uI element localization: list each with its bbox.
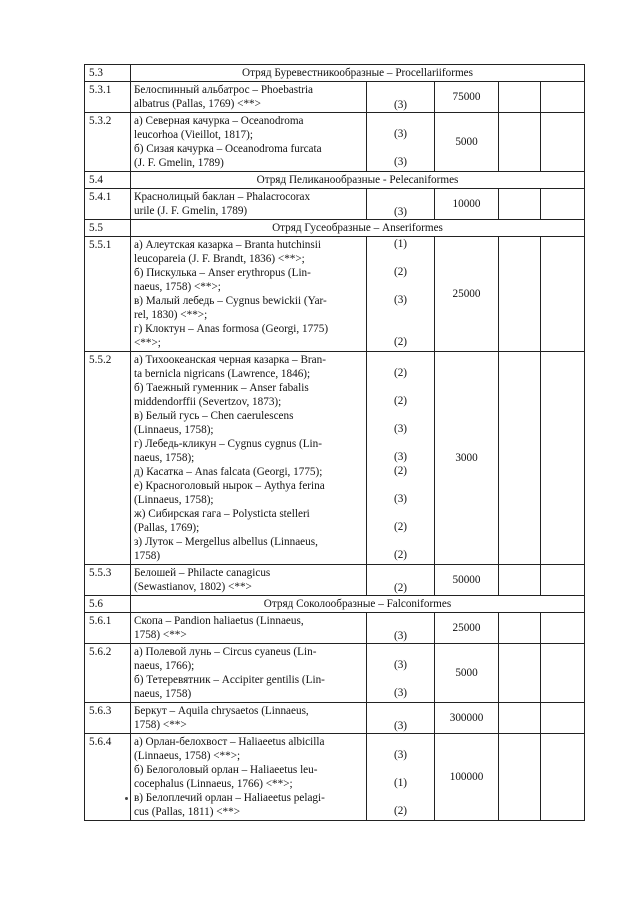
empty-cell bbox=[499, 565, 541, 596]
species-names bbox=[131, 189, 367, 220]
category-value: (3) bbox=[393, 493, 408, 505]
category-spacer bbox=[370, 790, 431, 804]
species-name-line: middendorffii (Severtzov, 1873); bbox=[134, 396, 282, 408]
species-name-line: 1758) bbox=[134, 550, 161, 562]
species-name-line: б) Белоголовый орлан – Haliaeetus leu- bbox=[134, 764, 318, 776]
category-value: (3) bbox=[393, 451, 408, 463]
order-title: Отряд Соколообразные – Falconiformes bbox=[131, 596, 585, 613]
species-table-body bbox=[85, 65, 585, 821]
species-name-line: rel, 1830) <**>; bbox=[134, 309, 208, 321]
species-names bbox=[131, 734, 367, 821]
category-value: (3) bbox=[393, 687, 408, 699]
category-value: (2) bbox=[393, 395, 408, 407]
species-name-line: Скопа – Pandion haliaetus (Linnaeus, bbox=[134, 615, 304, 627]
species-names bbox=[131, 644, 367, 703]
species-row bbox=[85, 82, 585, 113]
category-value: (3) bbox=[393, 749, 408, 761]
row-number: 5.6.2 bbox=[85, 644, 131, 703]
species-name-line: в) Малый лебедь – Cygnus bewickii (Yar- bbox=[134, 295, 327, 307]
category-cell bbox=[367, 734, 435, 821]
species-name-line: Белоспинный альбатрос – Phoebastria bbox=[134, 84, 314, 96]
species-name-line: в) Белоплечий орлан – Haliaeetus pelagi- bbox=[134, 792, 325, 804]
row-number: 5.3.1 bbox=[85, 82, 131, 113]
species-name-line: albatrus (Pallas, 1769) <**> bbox=[134, 98, 261, 110]
species-row bbox=[85, 237, 585, 352]
category-spacer bbox=[370, 534, 431, 548]
category-cell: (3) bbox=[367, 82, 435, 113]
species-table bbox=[84, 64, 585, 821]
species-names bbox=[131, 613, 367, 644]
row-number: 5.3 bbox=[85, 65, 131, 82]
species-name-line: naeus, 1766); bbox=[134, 660, 195, 672]
damage-amount: 10000 bbox=[435, 189, 499, 220]
species-row bbox=[85, 644, 585, 703]
row-number: 5.5 bbox=[85, 220, 131, 237]
document-page bbox=[84, 64, 584, 821]
category-cell bbox=[367, 113, 435, 172]
order-title: Отряд Пеликанообразные - Pelecaniformes bbox=[131, 172, 585, 189]
empty-cell bbox=[499, 82, 541, 113]
damage-amount: 5000 bbox=[435, 113, 499, 172]
empty-cell bbox=[499, 189, 541, 220]
species-name-line: в) Белый гусь – Chen caerulescens bbox=[134, 410, 294, 422]
order-header-row bbox=[85, 65, 585, 82]
species-name-line: б) Тетеревятник – Accipiter gentilis (Lin- bbox=[134, 674, 325, 686]
order-title: Отряд Буревестникообразные – Procellariiformes bbox=[131, 65, 585, 82]
category-spacer bbox=[370, 380, 431, 394]
empty-cell bbox=[541, 565, 585, 596]
species-name-line: б) Таежный гуменник – Anser fabalis bbox=[134, 382, 309, 394]
category-value: (3) bbox=[393, 659, 408, 671]
empty-cell bbox=[541, 613, 585, 644]
category-spacer bbox=[370, 251, 431, 265]
category-value: (2) bbox=[393, 367, 408, 379]
damage-amount: 25000 bbox=[435, 613, 499, 644]
damage-amount: 3000 bbox=[435, 352, 499, 565]
species-name-line: а) Орлан-белохвост – Haliaeetus albicilla bbox=[134, 736, 325, 748]
category-spacer bbox=[370, 113, 431, 127]
category-value: (3) bbox=[393, 128, 408, 140]
species-name-line: 1758) <**> bbox=[134, 629, 187, 641]
species-name-line: <**>; bbox=[134, 337, 161, 349]
category-spacer bbox=[370, 436, 431, 450]
species-row bbox=[85, 352, 585, 565]
species-name-line: (Linnaeus, 1758); bbox=[134, 424, 214, 436]
damage-amount: 300000 bbox=[435, 703, 499, 734]
species-name-line: (Linnaeus, 1758) <**>; bbox=[134, 750, 241, 762]
row-number: 5.6 bbox=[85, 596, 131, 613]
species-name-line: б) Пискулька – Anser erythropus (Lin- bbox=[134, 267, 311, 279]
empty-cell bbox=[499, 113, 541, 172]
species-names bbox=[131, 352, 367, 565]
category-value: (3) bbox=[393, 156, 408, 168]
species-name-line: г) Клоктун – Anas formosa (Georgi, 1775) bbox=[134, 323, 329, 335]
row-number: 5.6.3 bbox=[85, 703, 131, 734]
row-number: 5.6.1 bbox=[85, 613, 131, 644]
category-value: (3) bbox=[393, 294, 408, 306]
empty-cell bbox=[541, 237, 585, 352]
damage-amount: 5000 bbox=[435, 644, 499, 703]
empty-cell bbox=[541, 352, 585, 565]
species-name-line: б) Сизая качурка – Oceanodroma furcata bbox=[134, 143, 322, 155]
damage-amount: 75000 bbox=[435, 82, 499, 113]
damage-amount: 100000 bbox=[435, 734, 499, 821]
category-cell: (3) bbox=[367, 703, 435, 734]
species-name-line: а) Алеутская казарка – Branta hutchinsii bbox=[134, 239, 321, 251]
damage-amount: 50000 bbox=[435, 565, 499, 596]
empty-cell bbox=[499, 703, 541, 734]
species-name-line: (J. F. Gmelin, 1789) bbox=[134, 157, 224, 169]
species-names bbox=[131, 113, 367, 172]
empty-cell bbox=[541, 113, 585, 172]
species-name-line: naeus, 1758) bbox=[134, 688, 192, 700]
species-name-line: г) Лебедь-кликун – Cygnus cygnus (Lin- bbox=[134, 438, 322, 450]
species-name-line: leucorhoa (Vieillot, 1817); bbox=[134, 129, 253, 141]
empty-cell bbox=[541, 703, 585, 734]
category-spacer bbox=[370, 321, 431, 335]
category-spacer bbox=[370, 307, 431, 321]
category-value: (2) bbox=[393, 465, 408, 477]
empty-cell bbox=[499, 734, 541, 821]
empty-cell bbox=[499, 352, 541, 565]
damage-amount: 25000 bbox=[435, 237, 499, 352]
species-row bbox=[85, 734, 585, 821]
species-names bbox=[131, 237, 367, 352]
category-spacer bbox=[370, 644, 431, 658]
species-row bbox=[85, 113, 585, 172]
category-cell: (3) bbox=[367, 189, 435, 220]
empty-cell bbox=[499, 237, 541, 352]
species-name-line: е) Красноголовый нырок – Aythya ferina bbox=[134, 480, 325, 492]
species-row bbox=[85, 703, 585, 734]
category-cell: (2) bbox=[367, 565, 435, 596]
category-spacer bbox=[370, 352, 431, 366]
row-number: 5.5.1 bbox=[85, 237, 131, 352]
order-header-row bbox=[85, 220, 585, 237]
empty-cell bbox=[499, 644, 541, 703]
empty-cell bbox=[541, 734, 585, 821]
species-name-line: а) Тихоокеанская черная казарка – Bran- bbox=[134, 354, 326, 366]
row-number: 5.3.2 bbox=[85, 113, 131, 172]
category-value: (2) bbox=[393, 549, 408, 561]
scan-speck bbox=[125, 797, 128, 800]
empty-cell bbox=[499, 613, 541, 644]
species-names bbox=[131, 565, 367, 596]
species-names bbox=[131, 703, 367, 734]
species-name-line: з) Луток – Mergellus albellus (Linnaeus, bbox=[134, 536, 318, 548]
species-names bbox=[131, 82, 367, 113]
species-name-line: ta bernicla nigricans (Lawrence, 1846); bbox=[134, 368, 311, 380]
row-number: 5.6.4 bbox=[85, 734, 131, 821]
species-name-line: а) Северная качурка – Oceanodroma bbox=[134, 115, 304, 127]
species-name-line: Беркут – Aquila chrysaetos (Linnaeus, bbox=[134, 705, 309, 717]
category-cell bbox=[367, 237, 435, 352]
category-spacer bbox=[370, 141, 431, 155]
category-cell: (3) bbox=[367, 613, 435, 644]
category-spacer bbox=[370, 279, 431, 293]
species-name-line: urile (J. F. Gmelin, 1789) bbox=[134, 205, 248, 217]
species-name-line: 1758) <**> bbox=[134, 719, 187, 731]
category-cell bbox=[367, 352, 435, 565]
category-spacer bbox=[370, 408, 431, 422]
species-name-line: leucopareia (J. F. Brandt, 1836) <**>; bbox=[134, 253, 305, 265]
category-value: (1) bbox=[393, 238, 408, 250]
species-name-line: cus (Pallas, 1811) <**> bbox=[134, 806, 241, 818]
species-name-line: ж) Сибирская гага – Polysticta stelleri bbox=[134, 508, 310, 520]
row-number: 5.4 bbox=[85, 172, 131, 189]
species-name-line: (Pallas, 1769); bbox=[134, 522, 200, 534]
category-spacer bbox=[370, 478, 431, 492]
species-name-line: Краснолицый баклан – Phalacrocorax bbox=[134, 191, 311, 203]
species-name-line: а) Полевой лунь – Circus cyaneus (Lin- bbox=[134, 646, 317, 658]
species-name-line: naeus, 1758); bbox=[134, 452, 195, 464]
category-value: (2) bbox=[393, 266, 408, 278]
category-value: (2) bbox=[393, 336, 408, 348]
species-name-line: (Linnaeus, 1758); bbox=[134, 494, 214, 506]
category-spacer bbox=[370, 762, 431, 776]
order-title: Отряд Гусеобразные – Anseriformes bbox=[131, 220, 585, 237]
category-spacer bbox=[370, 734, 431, 748]
species-row bbox=[85, 613, 585, 644]
empty-cell bbox=[541, 189, 585, 220]
category-cell bbox=[367, 644, 435, 703]
empty-cell bbox=[541, 82, 585, 113]
row-number: 5.5.3 bbox=[85, 565, 131, 596]
category-value: (2) bbox=[393, 805, 408, 817]
order-header-row bbox=[85, 172, 585, 189]
species-name-line: Белошей – Philacte canagicus bbox=[134, 567, 271, 579]
row-number: 5.4.1 bbox=[85, 189, 131, 220]
category-spacer bbox=[370, 672, 431, 686]
species-name-line: д) Касатка – Anas falcata (Georgi, 1775); bbox=[134, 466, 323, 478]
species-row bbox=[85, 565, 585, 596]
category-value: (2) bbox=[393, 521, 408, 533]
empty-cell bbox=[541, 644, 585, 703]
species-name-line: cocephalus (Linnaeus, 1766) <**>; bbox=[134, 778, 293, 790]
category-value: (1) bbox=[393, 777, 408, 789]
row-number: 5.5.2 bbox=[85, 352, 131, 565]
order-header-row bbox=[85, 596, 585, 613]
species-name-line: (Sewastianov, 1802) <**> bbox=[134, 581, 252, 593]
category-value: (3) bbox=[393, 423, 408, 435]
species-name-line: naeus, 1758) <**>; bbox=[134, 281, 221, 293]
category-spacer bbox=[370, 506, 431, 520]
species-row bbox=[85, 189, 585, 220]
